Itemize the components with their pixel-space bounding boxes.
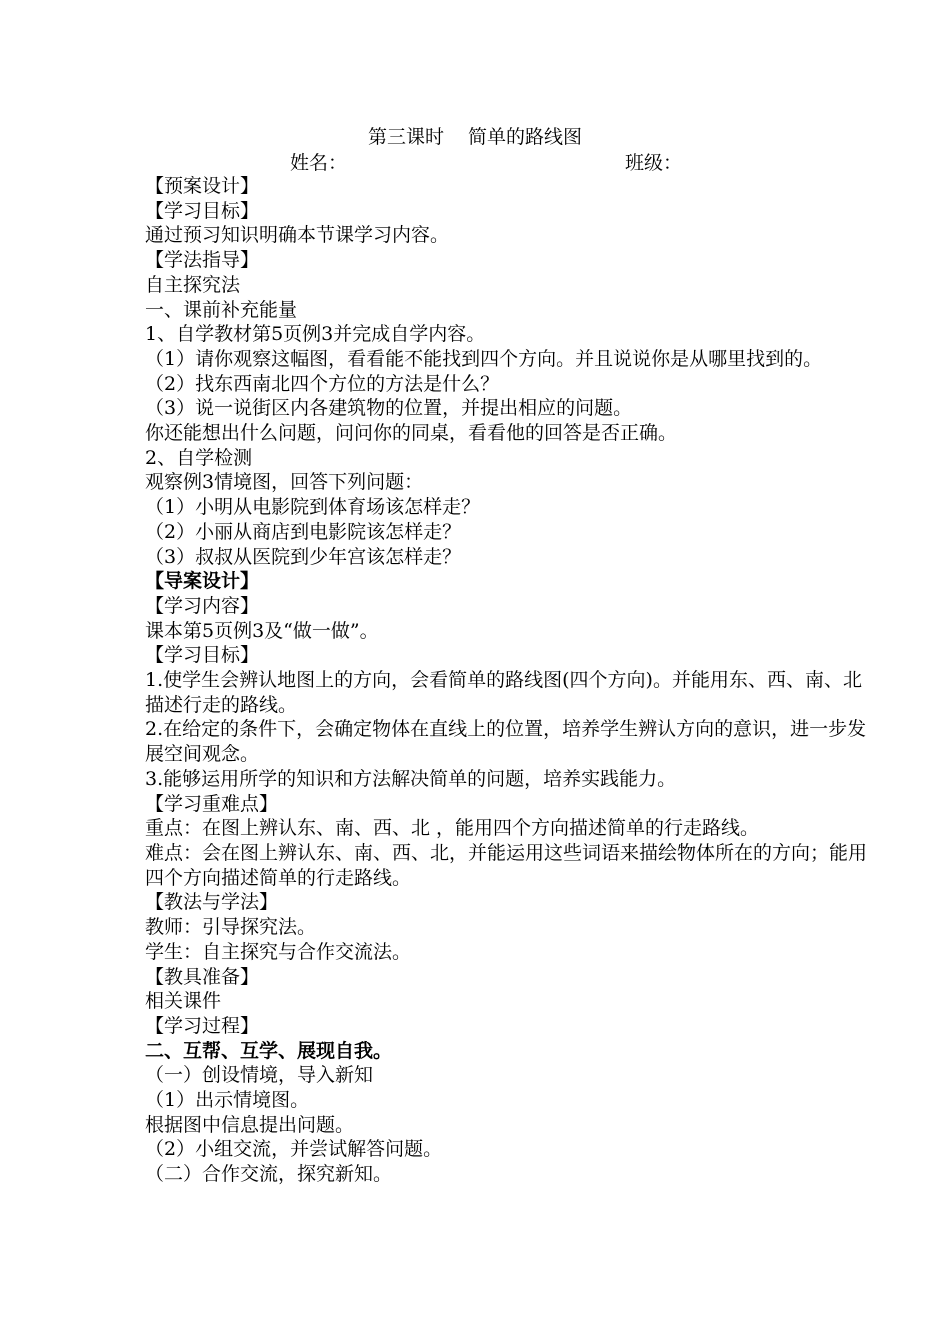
name-label: 姓名： [290, 152, 348, 174]
text-line: 教师：引导探究法。 [145, 916, 317, 939]
text-line: 【教具准备】 [145, 965, 260, 988]
title-sub: 简单的路线图 [468, 126, 583, 148]
text-line: （3）叔叔从医院到少年宫该怎样走？ [145, 545, 462, 568]
section-heading: 二、互帮、互学、展现自我。 [145, 1039, 393, 1062]
text-line: 观察例3情境图，回答下列问题： [145, 471, 424, 494]
text-line: 你还能想出什么问题，问问你的同桌，看看他的回答是否正确。 [145, 422, 678, 445]
text-line: 【学习过程】 [145, 1014, 260, 1037]
title-main: 第三课时 [367, 126, 444, 148]
text-line: 通过预习知识明确本节课学习内容。 [145, 224, 450, 247]
text-line: 课本第5页例3及“做一做”。 [145, 619, 379, 642]
text-line: 【学法指导】 [145, 249, 260, 272]
text-line: 【学习重难点】 [145, 792, 279, 815]
text-line: 【学习内容】 [145, 594, 260, 617]
text-line: 【教法与学法】 [145, 891, 279, 914]
text-line: 一、课前补充能量 [145, 298, 298, 321]
text-line: 相关课件 [145, 990, 222, 1013]
text-line: （2）小组交流，并尝试解答问题。 [145, 1138, 443, 1161]
text-line: （1）请你观察这幅图，看看能不能找到四个方向。并且说说你是从哪里找到的。 [145, 347, 823, 370]
lesson-title [0, 124, 950, 150]
text-line: （一）创设情境，导入新知 [145, 1064, 374, 1087]
text-line: （2）小丽从商店到电影院该怎样走？ [145, 520, 462, 543]
text-line: 自主探究法 [145, 273, 241, 296]
text-line: （2）找东西南北四个方位的方法是什么？ [145, 372, 500, 395]
text-line: 【预案设计】 [145, 175, 260, 197]
text-line: 2、自学检测 [145, 446, 253, 469]
class-label: 班级： [625, 152, 683, 174]
text-line: 3.能够运用所学的知识和方法解决简单的问题，培养实践能力。 [145, 767, 677, 790]
text-line: 学生：自主探究与合作交流法。 [145, 940, 412, 963]
text-line: （1）出示情境图。 [145, 1089, 310, 1112]
text-line: （3）说一说街区内各建筑物的位置，并提出相应的问题。 [145, 397, 633, 420]
text-line: 根据图中信息提出问题。 [145, 1113, 355, 1136]
document-body [145, 174, 870, 1187]
section-heading: 【导案设计】 [145, 570, 260, 593]
text-line: 1.使学生会辨认地图上的方向，会看简单的路线图(四个方向)。并能用东、西、南、北描述行走的路线。 [145, 669, 862, 716]
text-line: 【学习目标】 [145, 644, 260, 667]
text-line: （1）小明从电影院到体育场该怎样走？ [145, 496, 481, 519]
text-line: 【学习目标】 [145, 199, 260, 222]
text-line: 1、自学教材第5页例3并完成自学内容。 [145, 323, 486, 346]
text-line: 2.在给定的条件下，会确定物体在直线上的位置，培养学生辨认方向的意识，进一步发展空间观念。 [145, 718, 867, 766]
text-line: 重点：在图上辨认东、南、西、北 ，能用四个方向描述简单的行走路线。 [145, 817, 760, 840]
text-line: 难点：会在图上辨认东、南、西、北，并能运用这些词语来描绘物体所在的方向；能用四个方向描述简单的行走路线。 [145, 841, 868, 889]
text-line: （二）合作交流，探究新知。 [145, 1163, 393, 1186]
